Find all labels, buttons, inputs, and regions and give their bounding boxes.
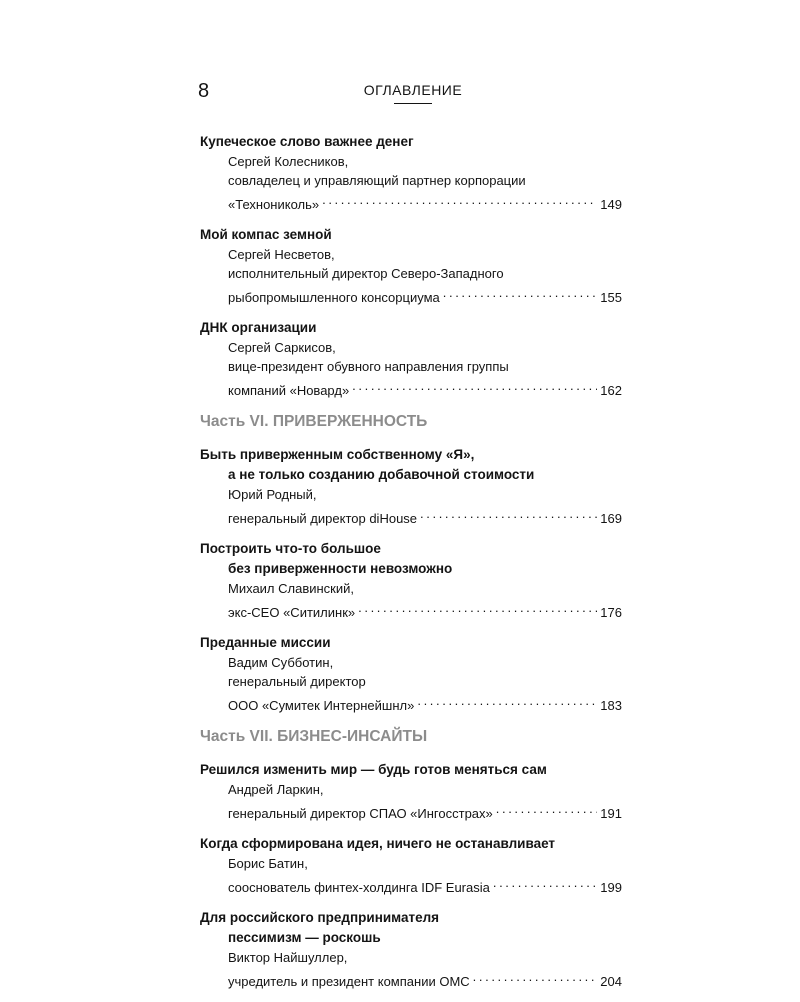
author-name: Сергей Саркисов,: [228, 340, 336, 355]
leader-line: [200, 598, 622, 622]
page-ref: 162: [600, 383, 622, 398]
entry-title: Когда сформирована идея, ничего не останавливает: [200, 836, 556, 851]
toc-entry[interactable]: [200, 445, 622, 528]
author-position: генеральный директор: [228, 674, 366, 689]
author-name: Борис Батин,: [228, 856, 308, 871]
leader-line: [200, 504, 622, 528]
part-heading[interactable]: Часть VII. БИЗНЕС-ИНСАЙТЫ: [200, 728, 428, 745]
page-ref: 169: [600, 511, 622, 526]
author-name: Сергей Колесников,: [228, 154, 349, 169]
author-position: экс-CEO «Ситилинк»: [228, 605, 356, 620]
author-position: сооснователь финтех-холдинга IDF Eurasia: [228, 880, 490, 895]
page-ref: 176: [600, 605, 622, 620]
dot-leader: [473, 967, 598, 986]
part-heading[interactable]: Часть VI. ПРИВЕРЖЕННОСТЬ: [200, 413, 428, 430]
entry-title-line2: а не только созданию добавочной стоимости: [228, 467, 535, 482]
author-position: учредитель и президент компании ОМС: [228, 974, 470, 989]
author-company: компаний «Новард»: [228, 383, 350, 398]
entry-title: Мой компас земной: [200, 227, 332, 242]
author-position: исполнительный директор Северо-Западного: [228, 266, 504, 281]
entry-title: ДНК организации: [200, 320, 317, 335]
author-company: рыбопромышленного консорциума: [228, 290, 440, 305]
toc-entry[interactable]: [200, 633, 622, 715]
dot-leader: [417, 691, 597, 710]
entry-title: [200, 539, 622, 579]
toc-entry[interactable]: [200, 225, 622, 307]
author-name: Вадим Субботин,: [228, 655, 334, 670]
entry-title: Купеческое слово важнее денег: [200, 134, 414, 149]
toc-entry[interactable]: [200, 318, 622, 400]
author-name: Андрей Ларкин,: [228, 782, 324, 797]
leader-line: [200, 283, 622, 307]
author-position: генеральный директор diHouse: [228, 511, 418, 526]
page-ref: 155: [600, 290, 622, 305]
entry-title: [200, 908, 622, 948]
author-name: Виктор Найшуллер,: [228, 950, 348, 965]
leader-line: [200, 376, 622, 400]
page-ref: 199: [600, 880, 622, 895]
author-name: Юрий Родный,: [228, 487, 317, 502]
page-ref: 204: [600, 974, 622, 989]
running-title-rule: [394, 103, 432, 104]
dot-leader: [358, 598, 597, 617]
entry-title: [200, 445, 622, 485]
page-number: 8: [198, 80, 210, 102]
entry-title-line2: без приверженности невозможно: [228, 561, 453, 576]
dot-leader: [352, 376, 597, 395]
dot-leader: [322, 190, 597, 209]
author-position: вице-президент обувного направления группы: [228, 359, 509, 374]
author-name: Сергей Несветов,: [228, 247, 335, 262]
dot-leader: [493, 873, 597, 892]
entry-title-line1: Построить что-то большое: [200, 541, 381, 556]
dot-leader: [496, 799, 598, 818]
toc-entry[interactable]: [200, 539, 622, 622]
page-ref: 149: [600, 197, 622, 212]
leader-line: [200, 799, 622, 823]
entry-title: Решился изменить мир — будь готов меняться сам: [200, 762, 547, 777]
entry-title-line2: пессимизм — роскошь: [228, 930, 381, 945]
author-position: генеральный директор СПАО «Ингосстрах»: [228, 806, 493, 821]
author-position: совладелец и управляющий партнер корпорации: [228, 173, 526, 188]
leader-line: [200, 691, 622, 715]
toc-entry[interactable]: [200, 908, 622, 991]
leader-line: [200, 873, 622, 897]
toc-entry[interactable]: [200, 834, 622, 897]
toc-entry[interactable]: [200, 760, 622, 823]
dot-leader: [420, 504, 597, 523]
page-ref: 191: [600, 806, 622, 821]
author-name: Михаил Славинский,: [228, 581, 355, 596]
leader-line: [200, 967, 622, 991]
leader-line: [200, 190, 622, 214]
table-of-contents: [200, 132, 622, 1002]
entry-title-line1: Быть приверженным собственному «Я»,: [200, 447, 475, 462]
entry-title-line1: Для российского предпринимателя: [200, 910, 440, 925]
author-company: ООО «Сумитек Интернейшнл»: [228, 698, 415, 713]
dot-leader: [443, 283, 598, 302]
page-ref: 183: [600, 698, 622, 713]
running-title: ОГЛАВЛЕНИЕ: [363, 82, 463, 98]
entry-title: Преданные миссии: [200, 635, 331, 650]
toc-entry[interactable]: [200, 132, 622, 214]
author-company: «Технониколь»: [228, 197, 320, 212]
